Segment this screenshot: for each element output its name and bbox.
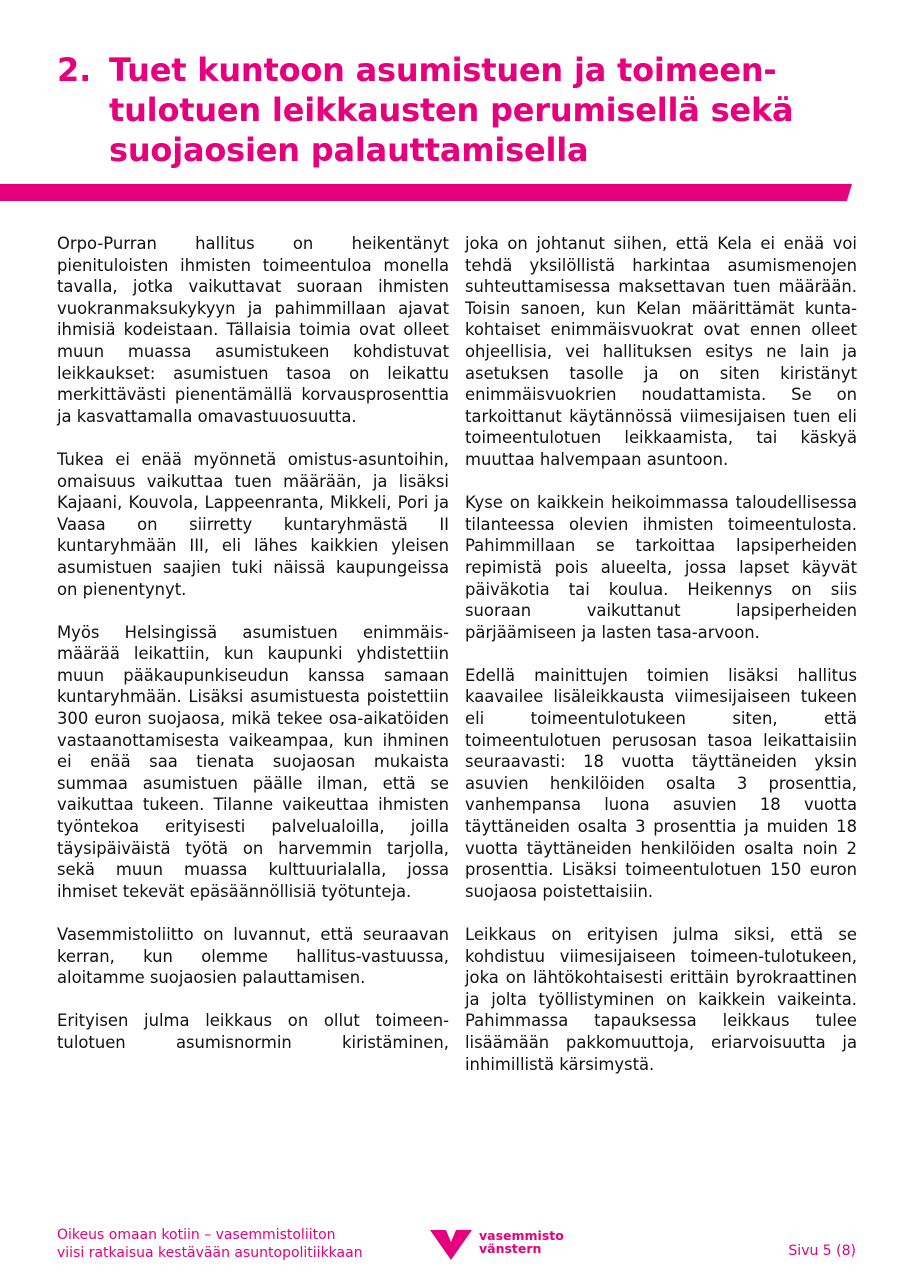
footer-line: viisi ratkaisua kestävään asuntopolitiikkaan bbox=[57, 1245, 363, 1261]
party-logo bbox=[428, 1226, 578, 1266]
logo-line: vänstern bbox=[479, 1241, 542, 1256]
logo-wordmark bbox=[479, 1229, 564, 1255]
page-number: Sivu 5 (8) bbox=[788, 1243, 856, 1259]
paragraph: Erityisen julma leikkaus on ollut toimeen-tulotuen asumisnormin kiristäminen, bbox=[57, 1011, 449, 1052]
right-column bbox=[465, 233, 857, 1097]
heading-number: 2. bbox=[57, 51, 92, 89]
heading-line: tulotuen leikkausten perumisellä sekä bbox=[109, 91, 794, 129]
paragraph: Leikkaus on erityisen julma siksi, että se kohdistuu viimesijaiseen toimeen-tulotukeen, joka on lähtökohtaisesti erittäin byrokraattinen ja jolta työllistyminen on kaikkein vaikeinta. Pahimmassa tapauksessa leikkaus tulee lisäämään pakkomuuttoja, eriarvoisuutta ja inhimillistä kärsimystä. bbox=[465, 925, 857, 1074]
document-title bbox=[57, 1226, 363, 1262]
heading-line: suojaosien palauttamisella bbox=[109, 131, 589, 169]
paragraph: Myös Helsingissä asumistuen enimmäis-määrää leikattiin, kun kaupunki yhdistettiin muun pääkaupunkiseudun kanssa samaan kuntaryhmään. Lisäksi asumistuesta poistettiin 300 euron suojaosa, mikä tekee osa-aikatöiden vastaanottamisesta vaikeampaa, kun ihminen ei enää saa tienata suojaosan mukaista summaa asumistuen päälle ilman, että se vaikuttaa tukeen. Tilanne vaikeuttaa ihmisten työntekoa erityisesti palvelualoilla, joilla täysipäiväistä työtä on harvemmin tarjolla, sekä muun muassa kulttuurialalla, jossa ihmiset tekevät epäsäännöllisiä työtunteja. bbox=[57, 622, 449, 901]
footer-line: Oikeus omaan kotiin – vasemmistoliiton bbox=[57, 1227, 336, 1243]
paragraph: Edellä mainittujen toimien lisäksi hallitus kaavailee lisäleikkausta viimesijaiseen tukeen eli toimeentulotukeen siten, että toimeentulotuen perusosan tasoa leikattaisiin seuraavasti: 18 vuotta täyttäneiden yksin asuvien henkilöiden osalta 3 prosenttia, vanhempansa luona asuvien 18 vuotta täyttäneiden osalta 3 prosenttia ja muiden 18 vuotta täyttäneiden henkilöiden osalta noin 2 prosenttia. Lisäksi toimeentulotuen 150 euron suojaosa poistettaisiin. bbox=[465, 665, 857, 901]
paragraph: joka on johtanut siihen, että Kela ei enää voi tehdä yksilöllistä harkintaa asumismenojen suhteuttamisessa maksettavan tuen määrään. Toisin sanoen, kun Kelan määrittämät kunta-kohtaiset enimmäisvuokrat ovat ennen olleet ohjeellisia, vei hallituksen esitys ne lain ja asetuksen tasolle ja on siten kiristänyt enimmäisvuokrien noudattamista. Se on tarkoittanut käytännössä viimesijaisen tuen eli toimeentulotuen leikkaamista, tai käskyä muuttaa halvempaan asuntoon. bbox=[465, 234, 857, 469]
paragraph: Kyse on kaikkein heikoimmassa taloudellisessa tilanteessa olevien ihmisten toimeentulosta. Pahimmillaan se tarkoittaa lapsiperheiden repimistä pois alueelta, jossa lapset käyvät päiväkotia tai koulua. Heikennys on siis suoraan vaikuttanut lapsiperheiden pärjäämiseen ja lasten tasa-arvoon. bbox=[465, 493, 857, 642]
left-column bbox=[57, 233, 449, 1075]
paragraph: Orpo-Purran hallitus on heikentänyt pienituloisten ihmisten toimeentuloa monella tavalla, jotka vaikuttavat suoraan ihmisten vuokranmaksukykyyn ja pahimmillaan ajavat ihmisiä kodeistaan. Tällaisia toimia ovat olleet muun muassa asumistukeen kohdistuvat leikkaukset: asumistuen tasoa on leikattu merkittävästi pienentämällä korvausprosenttia ja kasvattamalla omavastuuosuutta. bbox=[57, 234, 449, 426]
page-heading bbox=[57, 50, 857, 170]
paragraph: Tukea ei enää myönnetä omistus-asuntoihin, omaisuus vaikuttaa tuen määrään, ja lisäksi Kajaani, Kouvola, Lappeenranta, Mikkeli, Pori ja Vaasa on siirretty kuntaryhmästä II kuntaryhmään III, eli lähes kaikkien yleisen asumistuen saajien tuki näissä kaupungeissa on pienentynyt. bbox=[57, 449, 449, 599]
heading-title bbox=[109, 50, 857, 170]
paragraph: Vasemmistoliitto on luvannut, että seuraavan kerran, kun olemme hallitus-vastuussa, aloitamme suojaosien palauttamisen. bbox=[57, 925, 449, 988]
v-arrow-logo-icon bbox=[428, 1226, 474, 1262]
page-footer bbox=[0, 1226, 909, 1266]
heading-divider bbox=[0, 184, 852, 201]
heading-line: Tuet kuntoon asumistuen ja toimeen- bbox=[109, 51, 777, 89]
logo-line: vasemmisto bbox=[479, 1228, 564, 1243]
